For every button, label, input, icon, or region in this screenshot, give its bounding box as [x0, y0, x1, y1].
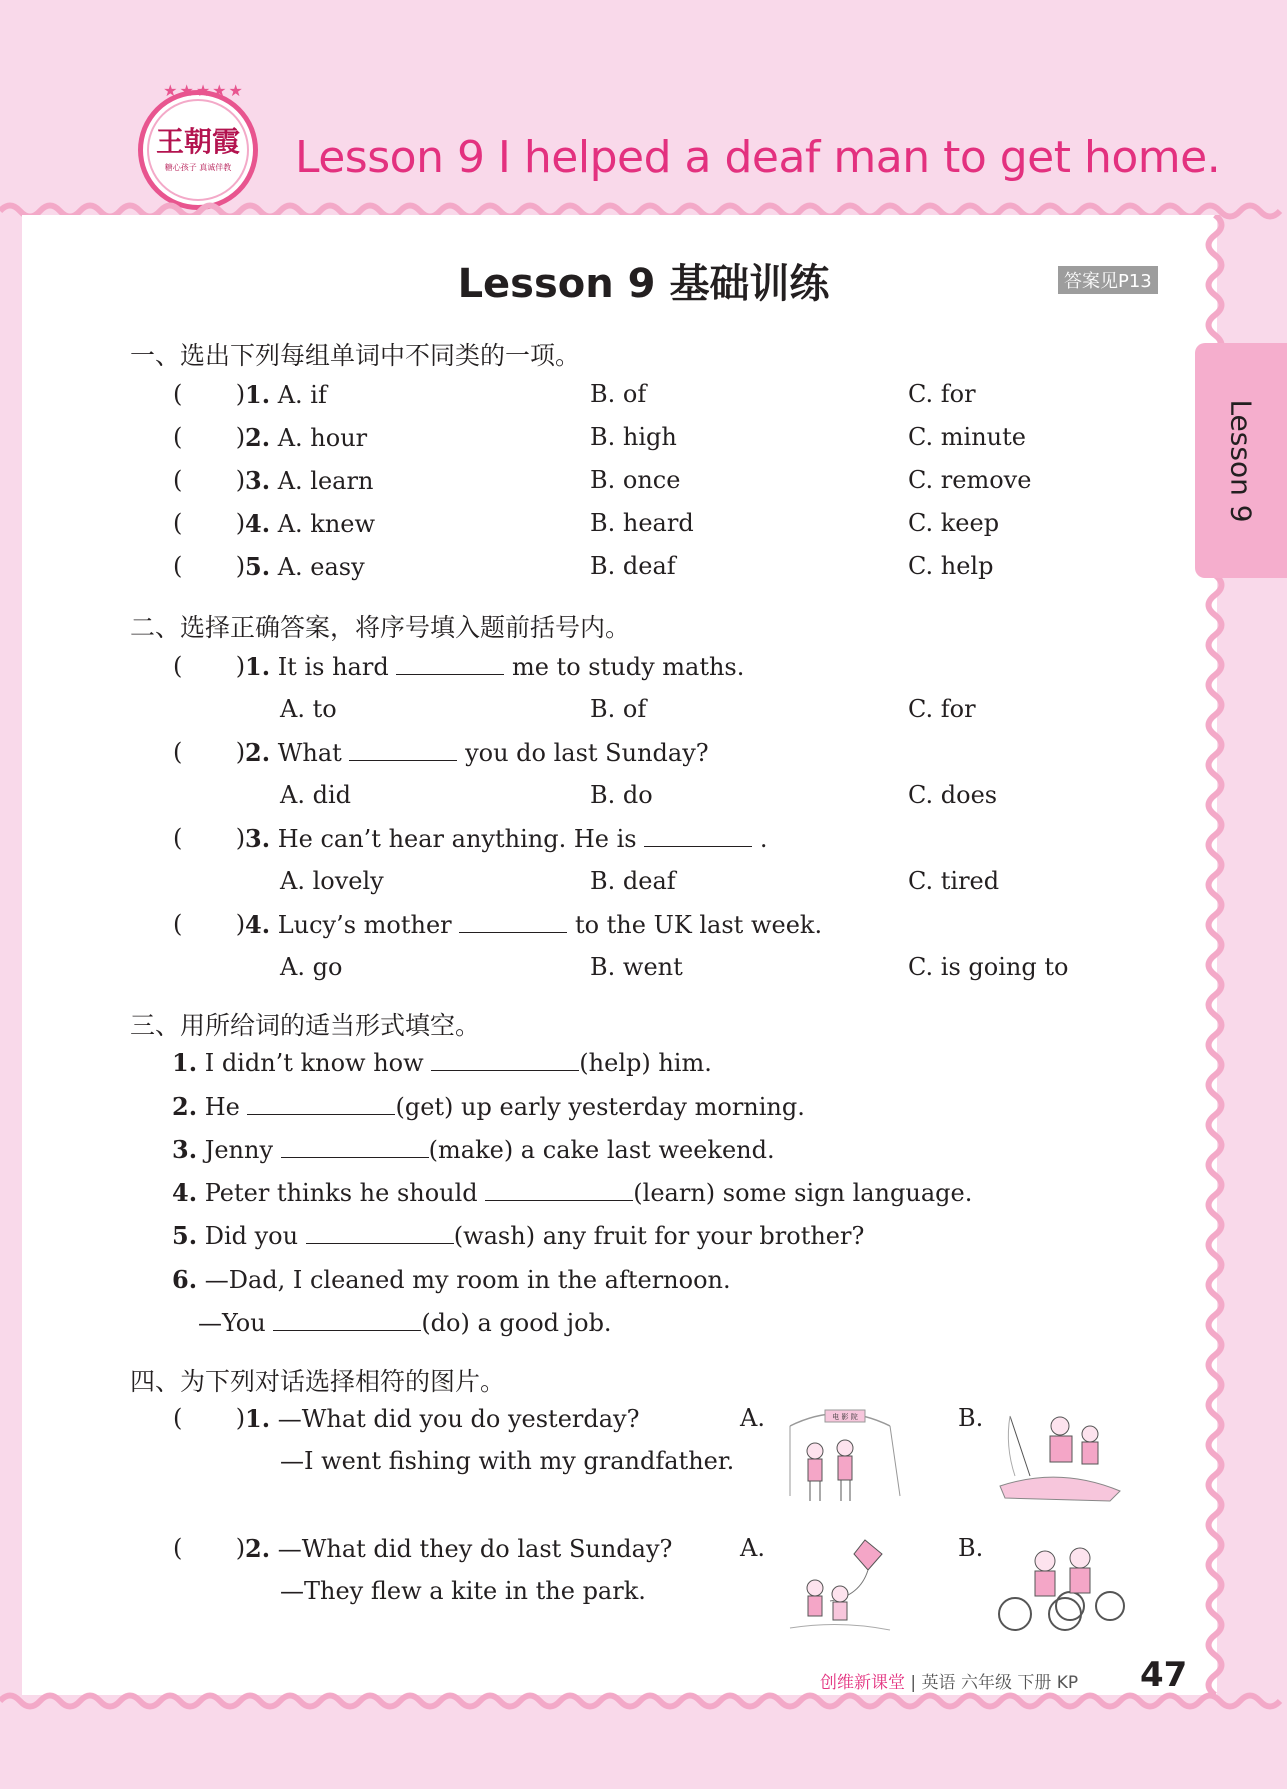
question-pre: Peter thinks he should — [204, 1179, 478, 1207]
option-b: B. went — [590, 953, 683, 981]
option-c: C. help — [908, 552, 994, 580]
question-number: 1. — [245, 652, 271, 681]
kite-flying-picture — [770, 1536, 910, 1636]
part3-item-5 — [172, 1221, 864, 1250]
option-c: C. for — [908, 380, 976, 408]
question-post: me to study maths. — [511, 653, 745, 681]
option-a — [245, 423, 367, 452]
question-text — [245, 824, 768, 853]
option-c: C. remove — [908, 466, 1032, 494]
option-b: B. deaf — [590, 552, 676, 580]
footer-course: | 英语 六年级 下册 KP — [910, 1673, 1079, 1693]
part4-item-1-answer: —I went fishing with my grandfather. — [280, 1447, 735, 1475]
option-a — [245, 552, 365, 581]
answer-blank[interactable] — [273, 1308, 421, 1331]
question-post: (get) up early yesterday morning. — [395, 1093, 805, 1121]
cycling-picture — [990, 1536, 1130, 1636]
question-number: 2. — [245, 423, 271, 452]
answer-blank[interactable] — [349, 738, 457, 761]
option-b: B. of — [590, 695, 647, 723]
option-b: B. do — [590, 781, 653, 809]
question-pre: —You — [198, 1309, 266, 1337]
cinema-scene-picture — [770, 1406, 910, 1506]
question-number: 5. — [172, 1221, 198, 1250]
option-a: A. did — [280, 781, 351, 809]
answer-blank[interactable] — [281, 1135, 429, 1158]
stars-decoration: ★★★★★ — [163, 81, 245, 100]
question-text — [245, 910, 822, 939]
question-post: . — [759, 825, 768, 853]
option-c: C. is going to — [908, 953, 1069, 981]
question-post: (learn) some sign language. — [633, 1179, 973, 1207]
option-a-text: A. if — [277, 381, 327, 409]
option-c: C. for — [908, 695, 976, 723]
page-number: 47 — [1140, 1655, 1188, 1695]
question-pre: Jenny — [204, 1136, 273, 1164]
answer-blank[interactable] — [485, 1178, 633, 1201]
option-a-text: A. knew — [277, 510, 376, 538]
question-text — [245, 738, 709, 767]
side-tab-lesson: Lesson 9 — [1195, 343, 1287, 578]
question-number: 4. — [245, 509, 271, 538]
question-post: (do) a good job. — [421, 1309, 612, 1337]
option-a-text: A. easy — [277, 553, 365, 581]
answer-bracket[interactable]: ( ) — [173, 380, 246, 408]
answer-blank[interactable] — [459, 910, 567, 933]
publisher-logo — [138, 81, 258, 210]
option-c: C. does — [908, 781, 998, 809]
part3-heading: 三、用所给词的适当形式填空。 — [130, 1011, 481, 1040]
answer-bracket[interactable]: ( ) — [173, 423, 246, 451]
question-post: you do last Sunday? — [465, 739, 709, 767]
question-post: (help) him. — [579, 1049, 712, 1077]
answer-bracket[interactable]: ( ) — [173, 466, 246, 494]
part3-item-1 — [172, 1048, 712, 1077]
question-pre: It is hard — [277, 653, 389, 681]
part1-heading: 一、选出下列每组单词中不同类的一项。 — [130, 341, 581, 370]
part2-heading: 二、选择正确答案，将序号填入题前括号内。 — [130, 613, 631, 642]
question-number: 4. — [245, 910, 271, 939]
question-number: 3. — [172, 1135, 198, 1164]
cinema-sign: 电 影 院 — [832, 1413, 858, 1421]
option-a: A. to — [280, 695, 337, 723]
question-pre: He — [204, 1093, 240, 1121]
question-post: (wash) any fruit for your brother? — [453, 1222, 865, 1250]
answer-bracket[interactable]: ( ) — [173, 738, 246, 766]
option-b: B. high — [590, 423, 677, 451]
option-a: A. go — [280, 953, 343, 981]
question-number: 2. — [172, 1092, 198, 1121]
question-pre: What — [277, 739, 342, 767]
question-number: 6. — [172, 1265, 198, 1294]
answer-bracket[interactable]: ( ) — [173, 1534, 246, 1562]
question-pre: I didn’t know how — [204, 1049, 424, 1077]
part4-item-2-answer: —They flew a kite in the park. — [280, 1577, 646, 1605]
option-c: C. keep — [908, 509, 1000, 537]
option-a-text: A. hour — [277, 424, 368, 452]
question-number: 2. — [245, 738, 271, 767]
option-b: B. once — [590, 466, 681, 494]
logo-name: 王朝霞 — [155, 124, 240, 158]
option-c: C. tired — [908, 867, 1000, 895]
answer-blank[interactable] — [431, 1048, 579, 1071]
answer-bracket[interactable]: ( ) — [173, 1404, 246, 1432]
answer-reference-badge: 答案见P13 — [1058, 266, 1158, 294]
question-number: 5. — [245, 552, 271, 581]
answer-bracket[interactable]: ( ) — [173, 652, 246, 680]
answer-bracket[interactable]: ( ) — [173, 910, 246, 938]
answer-blank[interactable] — [396, 652, 504, 675]
option-b: B. heard — [590, 509, 694, 537]
answer-bracket[interactable]: ( ) — [173, 824, 246, 852]
part3-item-6 — [172, 1265, 731, 1294]
option-a — [245, 466, 373, 495]
option-a — [245, 380, 327, 409]
question-number: 1. — [245, 380, 271, 409]
part3-item-4 — [172, 1178, 972, 1207]
lesson-title: Lesson 9 I helped a deaf man to get home. — [295, 132, 1221, 183]
question-pre: He can’t hear anything. He is — [277, 825, 637, 853]
option-a — [245, 509, 375, 538]
logo-slogan: 糖心孩子 真诚伴教 — [164, 162, 232, 172]
footer-info — [820, 1668, 1078, 1693]
answer-bracket[interactable]: ( ) — [173, 509, 246, 537]
option-a-text: A. learn — [277, 467, 374, 495]
answer-blank[interactable] — [306, 1221, 454, 1244]
question-number: 1. — [172, 1048, 198, 1077]
part3-item-2 — [172, 1092, 805, 1121]
part3-item-3 — [172, 1135, 775, 1164]
answer-blank[interactable] — [644, 824, 752, 847]
question-pre: —Dad, I cleaned my room in the afternoon. — [204, 1266, 731, 1294]
option-b: B. deaf — [590, 867, 676, 895]
option-b: B. of — [590, 380, 647, 408]
footer-brand: 创维新课堂 — [820, 1673, 905, 1693]
wavy-border-bottom — [0, 1690, 1287, 1712]
answer-bracket[interactable]: ( ) — [173, 552, 246, 580]
question-post: to the UK last week. — [574, 911, 823, 939]
answer-blank[interactable] — [247, 1092, 395, 1115]
fishing-scene-picture — [990, 1406, 1130, 1506]
question-pre: Did you — [204, 1222, 299, 1250]
question-number: 3. — [245, 824, 271, 853]
part4-heading: 四、为下列对话选择相符的图片。 — [130, 1367, 506, 1396]
question-post: (make) a cake last weekend. — [428, 1136, 775, 1164]
option-c: C. minute — [908, 423, 1026, 451]
section-title: Lesson 9 基础训练 — [457, 261, 830, 307]
question-text — [245, 652, 744, 681]
option-a: A. lovely — [280, 867, 384, 895]
question-number: 4. — [172, 1178, 198, 1207]
question-number: 3. — [245, 466, 271, 495]
part3-item-7 — [198, 1308, 612, 1337]
question-pre: Lucy’s mother — [277, 911, 452, 939]
